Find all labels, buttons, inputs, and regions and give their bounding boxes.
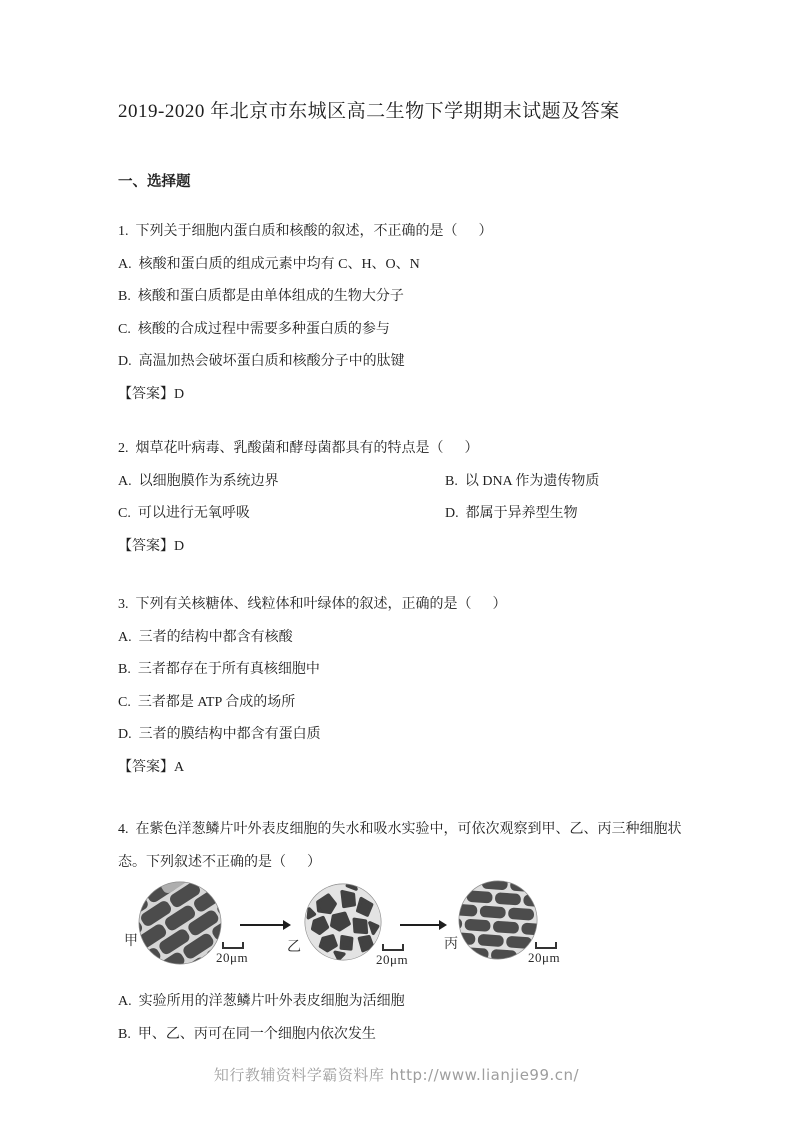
question-2-answer: 【答案】D bbox=[118, 538, 185, 554]
question-3-answer: 【答案】A bbox=[118, 759, 185, 775]
question-1-answer: 【答案】D bbox=[118, 386, 185, 402]
arrow-right-icon bbox=[400, 924, 440, 926]
micrograph-yi-plasmolysed-cells bbox=[304, 883, 382, 961]
question-1-option-d: D. 高温加热会破坏蛋白质和核酸分子中的肽键 bbox=[118, 354, 405, 369]
arrow-right-icon bbox=[240, 924, 284, 926]
question-3-option-c: C. 三者都是 ATP 合成的场所 bbox=[118, 694, 296, 710]
question-2-option-b: B. 以 DNA 作为遗传物质 bbox=[445, 473, 600, 489]
exam-content bbox=[118, 0, 697, 1051]
scale-bar bbox=[222, 942, 244, 949]
scale-bar-label: 20μm bbox=[216, 950, 249, 965]
scale-bar-label: 20μm bbox=[376, 952, 409, 967]
question-2-options-row-2 bbox=[118, 498, 697, 531]
question-1-option-b: B. 核酸和蛋白质都是由单体组成的生物大分子 bbox=[118, 289, 404, 304]
question-1-option-c: C. 核酸的合成过程中需要多种蛋白质的参与 bbox=[118, 321, 390, 337]
question-4-option-a: A. 实验所用的洋葱鳞片叶外表皮细胞为活细胞 bbox=[118, 994, 405, 1009]
question-3-option-b: B. 三者都存在于所有真核细胞中 bbox=[118, 662, 320, 677]
micrograph-jia-turgid-cells bbox=[138, 881, 222, 965]
scale-bar-label: 20μm bbox=[528, 950, 561, 965]
question-4-option-b: B. 甲、乙、丙可在同一个细胞内依次发生 bbox=[118, 1026, 376, 1042]
question-3-option-a: A. 三者的结构中都含有核酸 bbox=[118, 629, 293, 645]
scale-bar bbox=[535, 942, 557, 949]
question-2-option-a: A. 以细胞膜作为系统边界 bbox=[118, 473, 279, 489]
question-1-option-a: A. 核酸和蛋白质的组成元素中均有 C、H、O、N bbox=[118, 256, 420, 272]
site-watermark: 知行教辅资料学霸资料库 http://www.lianjie99.cn/ bbox=[213, 1066, 580, 1084]
question-4-figure bbox=[118, 880, 697, 974]
question-1-stem: 1. 下列关于细胞内蛋白质和核酸的叙述，不正确的是（ ） bbox=[118, 224, 493, 239]
question-3 bbox=[118, 589, 697, 784]
question-2-options-row-1 bbox=[118, 466, 697, 499]
question-2-option-c: C. 可以进行无氧呼吸 bbox=[118, 506, 250, 521]
question-4 bbox=[118, 814, 697, 1051]
figure-label-jia: 甲 bbox=[124, 934, 138, 949]
page-title: 2019-2020 年北京市东城区高二生物下学期期末试题及答案 bbox=[118, 101, 620, 122]
micrograph-bing-recovered-cells bbox=[458, 880, 538, 960]
question-3-stem: 3. 下列有关核糖体、线粒体和叶绿体的叙述，正确的是（ ） bbox=[118, 597, 507, 612]
scale-bar bbox=[382, 944, 404, 951]
question-2-stem: 2. 烟草花叶病毒、乳酸菌和酵母菌都具有的特点是（ ） bbox=[118, 441, 479, 456]
question-3-option-d: D. 三者的膜结构中都含有蛋白质 bbox=[118, 727, 321, 742]
question-1 bbox=[118, 216, 697, 411]
question-2 bbox=[118, 433, 697, 563]
question-4-stem: 4. 在紫色洋葱鳞片叶外表皮细胞的失水和吸水实验中，可依次观察到甲、乙、丙三种细胞状态。下列叙述不正确的是（ ） bbox=[118, 822, 682, 870]
section-heading-multiple-choice: 一、选择题 bbox=[118, 174, 191, 190]
question-2-option-d: D. 都属于异养型生物 bbox=[445, 506, 578, 521]
figure-label-bing: 丙 bbox=[444, 937, 458, 952]
figure-label-yi: 乙 bbox=[287, 940, 301, 955]
